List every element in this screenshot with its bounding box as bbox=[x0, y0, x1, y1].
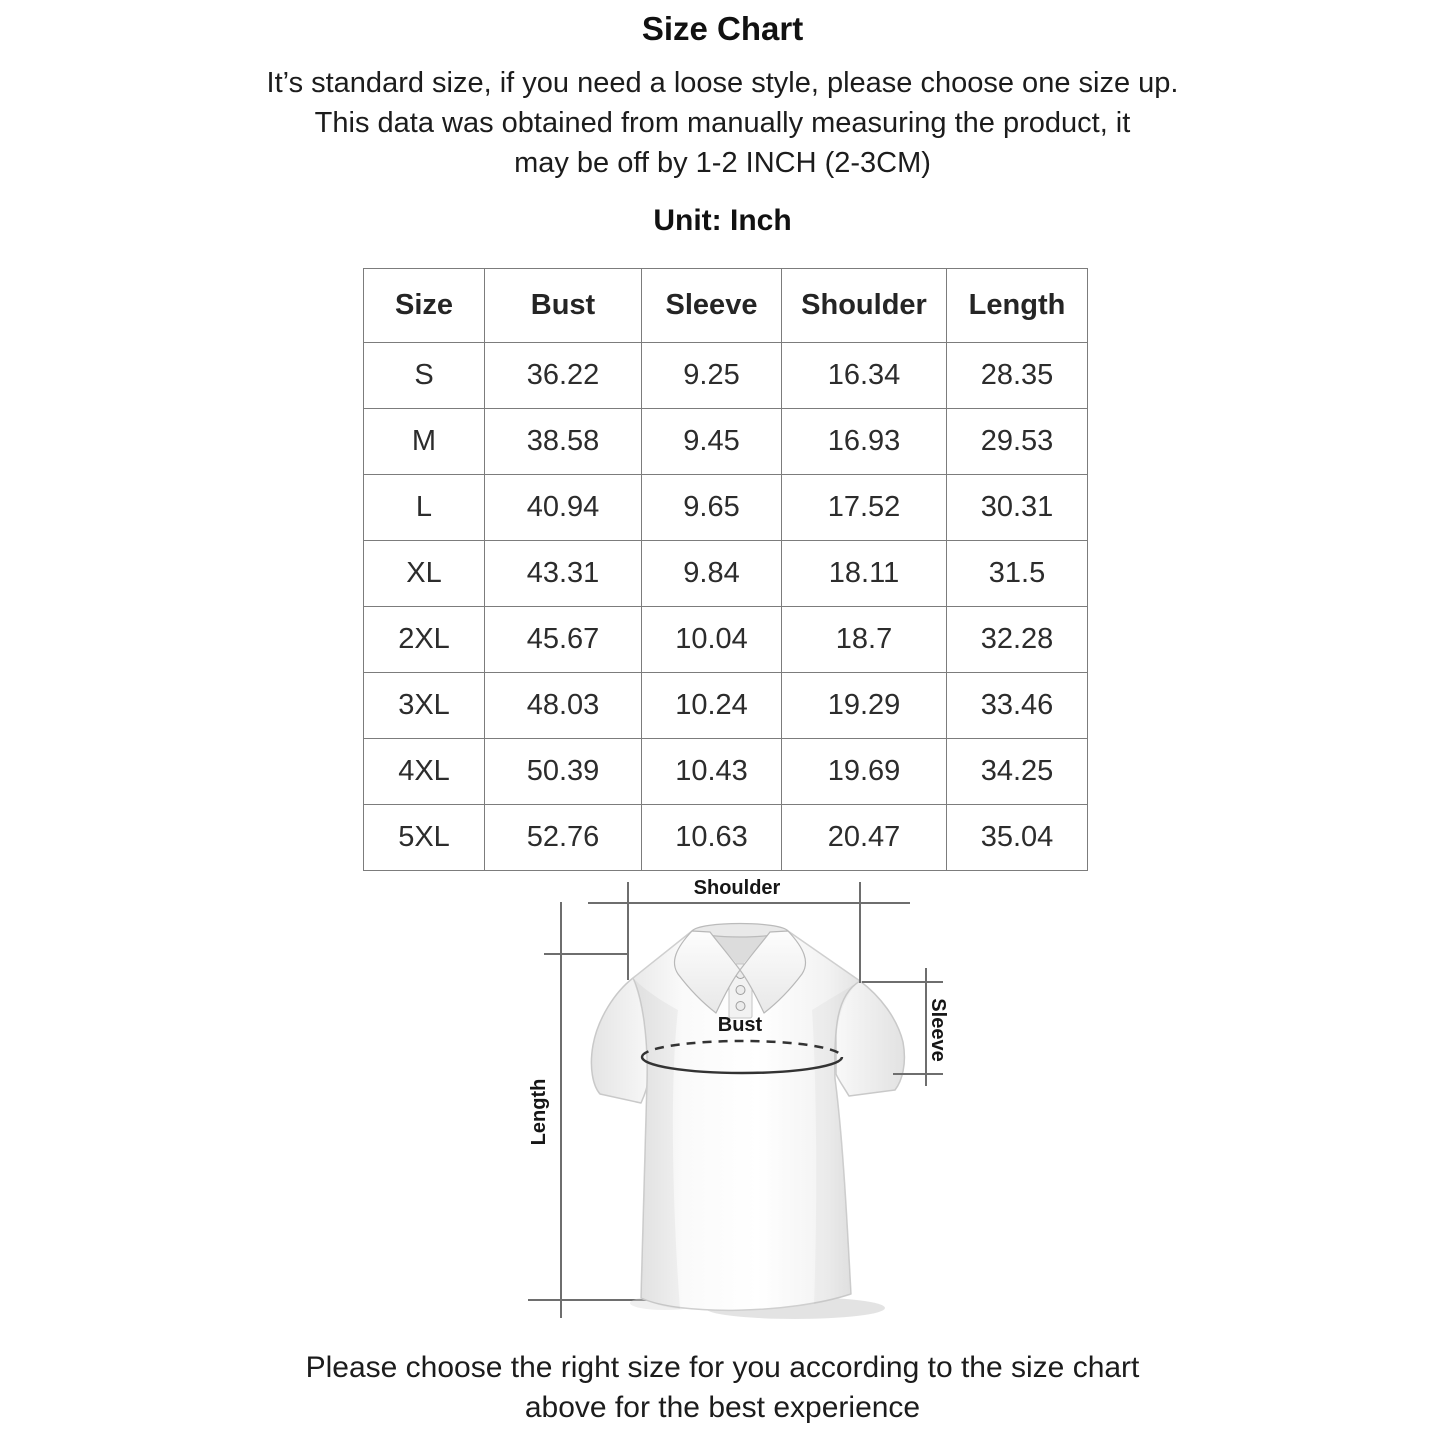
table-cell: 32.28 bbox=[947, 607, 1088, 673]
table-cell: 35.04 bbox=[947, 805, 1088, 871]
table-body bbox=[364, 343, 1088, 871]
table-header-row bbox=[364, 269, 1088, 343]
table-cell: 38.58 bbox=[485, 409, 642, 475]
table-cell: 10.43 bbox=[642, 739, 782, 805]
table-cell: 19.29 bbox=[782, 673, 947, 739]
table-row bbox=[364, 673, 1088, 739]
table-row bbox=[364, 541, 1088, 607]
table-cell: 48.03 bbox=[485, 673, 642, 739]
table-cell: 4XL bbox=[364, 739, 485, 805]
table-cell: M bbox=[364, 409, 485, 475]
table-cell: 9.65 bbox=[642, 475, 782, 541]
table-cell: 28.35 bbox=[947, 343, 1088, 409]
table-cell: 52.76 bbox=[485, 805, 642, 871]
table-cell: XL bbox=[364, 541, 485, 607]
polo-shirt-illustration bbox=[480, 860, 960, 1340]
table-cell: 16.93 bbox=[782, 409, 947, 475]
table-cell: 36.22 bbox=[485, 343, 642, 409]
polo-shirt bbox=[591, 924, 904, 1311]
table-row bbox=[364, 475, 1088, 541]
table-cell: 18.11 bbox=[782, 541, 947, 607]
table-cell: 30.31 bbox=[947, 475, 1088, 541]
table-cell: 34.25 bbox=[947, 739, 1088, 805]
table-cell: 9.84 bbox=[642, 541, 782, 607]
table-header bbox=[364, 269, 1088, 343]
table-cell: 17.52 bbox=[782, 475, 947, 541]
column-header-sleeve: Sleeve bbox=[642, 269, 782, 343]
table-row bbox=[364, 409, 1088, 475]
table-cell: 31.5 bbox=[947, 541, 1088, 607]
footer-line: Please choose the right size for you according to the size chart bbox=[305, 1351, 1140, 1384]
intro-line: This data was obtained from manually measuring the product, it bbox=[314, 107, 1131, 139]
table-cell: 43.31 bbox=[485, 541, 642, 607]
button bbox=[736, 1002, 745, 1011]
table-cell: S bbox=[364, 343, 485, 409]
table-cell: 19.69 bbox=[782, 739, 947, 805]
sleeve-measure-label: Sleeve bbox=[927, 998, 949, 1062]
button bbox=[736, 986, 745, 995]
table-cell: 18.7 bbox=[782, 607, 947, 673]
size-chart-table bbox=[363, 268, 1088, 871]
bust-measure-label: Bust bbox=[717, 1014, 763, 1036]
intro-line: may be off by 1-2 INCH (2-3CM) bbox=[514, 147, 931, 179]
table-cell: 10.63 bbox=[642, 805, 782, 871]
table-cell: L bbox=[364, 475, 485, 541]
footer-line: above for the best experience bbox=[524, 1391, 921, 1424]
table-cell: 45.67 bbox=[485, 607, 642, 673]
column-header-size: Size bbox=[364, 269, 485, 343]
length-measure-label: Length bbox=[528, 1078, 550, 1146]
shoulder-measure-label: Shoulder bbox=[693, 877, 781, 899]
table-cell: 33.46 bbox=[947, 673, 1088, 739]
table-cell: 50.39 bbox=[485, 739, 642, 805]
table-cell: 10.24 bbox=[642, 673, 782, 739]
page-title: Size Chart bbox=[641, 10, 804, 47]
intro-line: It’s standard size, if you need a loose style, please choose one size up. bbox=[266, 67, 1179, 99]
table-cell: 20.47 bbox=[782, 805, 947, 871]
intro-text bbox=[0, 63, 1445, 183]
table-cell: 3XL bbox=[364, 673, 485, 739]
table-row bbox=[364, 607, 1088, 673]
table-cell: 9.45 bbox=[642, 409, 782, 475]
table-row bbox=[364, 739, 1088, 805]
footer-note bbox=[0, 1348, 1445, 1428]
table-cell: 9.25 bbox=[642, 343, 782, 409]
column-header-bust: Bust bbox=[485, 269, 642, 343]
table-row bbox=[364, 343, 1088, 409]
table-cell: 29.53 bbox=[947, 409, 1088, 475]
table-cell: 2XL bbox=[364, 607, 485, 673]
column-header-shoulder: Shoulder bbox=[782, 269, 947, 343]
table-cell: 10.04 bbox=[642, 607, 782, 673]
table-cell: 16.34 bbox=[782, 343, 947, 409]
table-cell: 5XL bbox=[364, 805, 485, 871]
column-header-length: Length bbox=[947, 269, 1088, 343]
unit-label: Unit: Inch bbox=[653, 204, 792, 237]
table-cell: 40.94 bbox=[485, 475, 642, 541]
